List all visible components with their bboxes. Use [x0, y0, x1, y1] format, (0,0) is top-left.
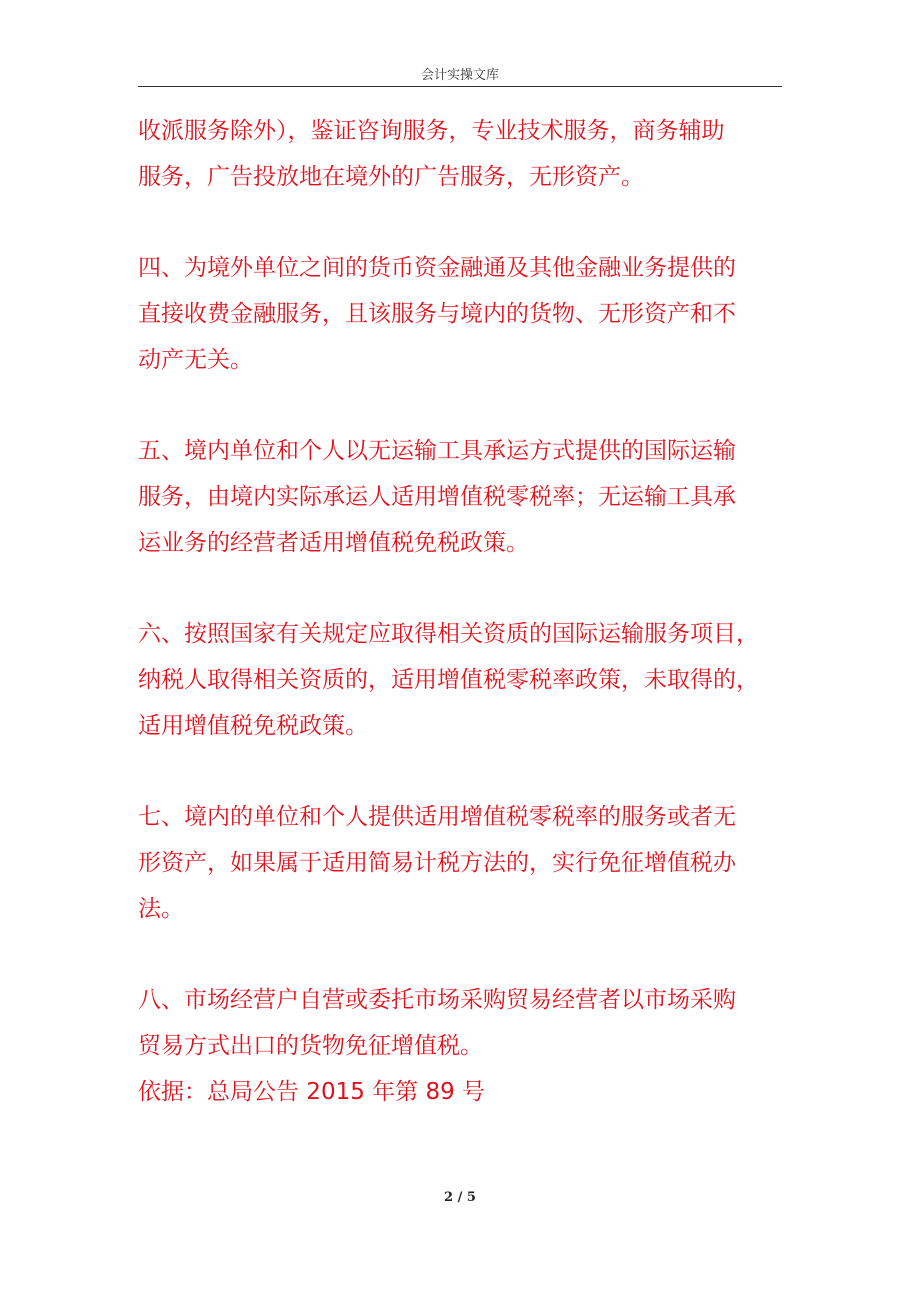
text-line: 直接收费金融服务，且该服务与境内的货物、无形资产和不 [138, 301, 736, 327]
text-line: 服务，广告投放地在境外的广告服务，无形资产。 [138, 164, 644, 190]
text-line: 适用增值税免税政策。 [138, 713, 368, 739]
paragraph-services-continued [138, 108, 788, 200]
text-line: 形资产，如果属于适用简易计税方法的，实行免征增值税办 [138, 850, 736, 876]
text-line: 七、境内的单位和个人提供适用增值税零税率的服务或者无 [138, 804, 736, 830]
text-line: 法。 [138, 896, 184, 922]
text-line: 八、市场经营户自营或委托市场采购贸易经营者以市场采购 [138, 987, 736, 1013]
text-line: 服务，由境内实际承运人适用增值税零税率；无运输工具承 [138, 484, 736, 510]
paragraph-item-eight [138, 977, 788, 1069]
paragraph-basis [138, 1069, 788, 1115]
text-line: 贸易方式出口的货物免征增值税。 [138, 1033, 483, 1059]
text-line: 六、按照国家有关规定应取得相关资质的国际运输服务项目， [138, 621, 759, 647]
document-body [138, 108, 788, 1115]
header-title: 会计实操文库 [420, 68, 499, 83]
paragraph-item-six [138, 611, 788, 749]
text-line: 动产无关。 [138, 347, 253, 373]
text-line: 五、境内单位和个人以无运输工具承运方式提供的国际运输 [138, 438, 736, 464]
text-line: 依据：总局公告 2015 年第 89 号 [138, 1079, 486, 1105]
page-number: 2 / 5 [444, 1190, 476, 1205]
text-line: 收派服务除外），鉴证咨询服务，专业技术服务，商务辅助 [138, 118, 725, 144]
text-line: 运业务的经营者适用增值税免税政策。 [138, 530, 529, 556]
page-header [138, 56, 782, 87]
paragraph-item-four [138, 245, 788, 383]
text-line: 四、为境外单位之间的货币资金融通及其他金融业务提供的 [138, 255, 736, 281]
text-line: 纳税人取得相关资质的，适用增值税零税率政策，未取得的， [138, 667, 759, 693]
paragraph-item-five [138, 428, 788, 566]
paragraph-item-seven [138, 794, 788, 932]
